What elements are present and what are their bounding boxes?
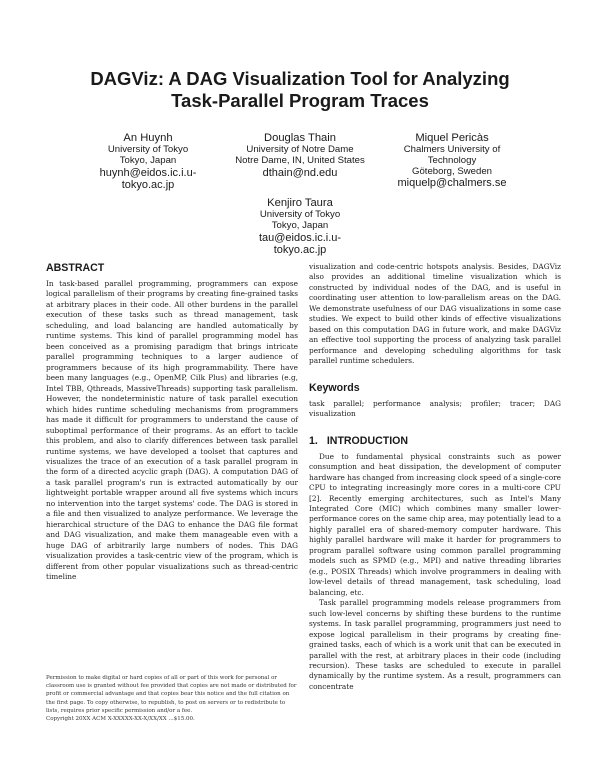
author-name: Miquel Pericàs — [415, 132, 489, 144]
introduction-heading — [309, 435, 561, 448]
right-column — [309, 262, 561, 692]
author-affiliation: Chalmers University of — [403, 144, 501, 155]
title-line-2: Task-Parallel Program Traces — [171, 90, 429, 111]
keywords-heading: Keywords — [309, 381, 360, 394]
intro-paragraph-2: Task parallel programming models release programmers from such low-level concerns by shifting these burdens to the runtime systems. In task parallel programming, programmers just need to expose logical parallelism in their programs by creating fine-grained tasks, each of which is a work unit that can be executed in parallel with the rest, at arbitrary places in their code (including recursion). These tasks are scheduled to execute in parallel dynamically by the runtime system. As a result, programmers can concentrate — [309, 598, 561, 691]
abstract-continuation: visualization and code-centric hotspots analysis. Besides, DAGViz also provides an additional timeline visualization which is constructed by individual nodes of the DAG, and is useful in coordinating user attention to low-parallelism areas on the DAG. We demonstrate usefulness of our DAG visualizations in some case studies. We expect to build other kinds of effective visualizations based on this computation DAG in future work, and make DAGViz an effective tool supporting the process of analyzing task parallel performance and developing scheduling algorithms for task parallel runtime schedulers. — [309, 262, 561, 366]
author-location: Notre Dame, IN, United States — [235, 154, 365, 166]
author-affiliation: University of Notre Dame — [246, 144, 354, 155]
author-email[interactable]: tau@eidos.ic.i.u- — [258, 231, 342, 244]
title-line-1: DAGViz: A DAG Visualization Tool for Analyzing — [90, 68, 510, 89]
author-email[interactable]: dthain@nd.edu — [262, 166, 338, 179]
author-email-cont[interactable]: tokyo.ac.jp — [273, 244, 327, 257]
author-block — [372, 131, 532, 190]
author-location: Tokyo, Japan — [271, 219, 329, 231]
author-location: Göteborg, Sweden — [411, 165, 492, 177]
section-number: 1. — [309, 434, 318, 447]
section-title: INTRODUCTION — [326, 434, 409, 447]
author-name: An Huynh — [123, 132, 173, 144]
author-email-cont[interactable]: tokyo.ac.jp — [121, 179, 175, 192]
author-block — [220, 131, 380, 179]
keywords-text: task parallel; performance analysis; profiler; tracer; DAG visualization — [309, 398, 561, 419]
paper-title — [60, 68, 540, 112]
copyright-line: Copyright 20XX ACM X-XXXXX-XX-X/XX/XX ...$15.00. — [46, 716, 195, 723]
abstract-text: In task-based parallel programming, programmers can expose logical parallelism of their programs by creating fine-grained tasks at arbitrary places in their code. All other burdens in the parallel execution of these tasks such as thread management, task scheduling, and load balancing are handled automatically by runtime systems. This kind of parallel programming model has been conceived as a promising paradigm that brings intricate parallel programming techniques to a larger audience of programmers because of its high programmability. There have been many languages (e.g., OpenMP, Cilk Plus) and libraries (e.g, Intel TBB, Qthreads, MassiveThreads) supporting task parallelism. However, the nondeterministic nature of task parallel execution which hides runtime scheduling mechanisms from programmers has made it difficult for programmers to understand the cause of suboptimal performance of their programs. As an effort to tackle this problem, and also to clarify differences between task parallel runtime systems, we have developed a toolset that captures and visualizes the trace of an execution of a task parallel program in the form of a directed acyclic graph (DAG). A computation DAG of a task parallel program's run is extracted automatically by our lightweight portable wrapper around all five systems which incurs no intervention into the target systems' code. The DAG is stored in a file and then visualized to analyze performance. We leverage the hierarchical structure of the DAG to enhance the DAG file format and DAG visualization, and make them manageable even with a huge DAG of arbitrarily large numbers of nodes. This DAG visualization provides a task-centric view of the program, which is different from other popular visualizations such as thread-centric timeline — [46, 279, 298, 582]
left-column — [46, 262, 298, 583]
author-location: Tokyo, Japan — [119, 154, 177, 166]
permission-text: Permission to make digital or hard copies of all or part of this work for personal or classroom use is granted without fee provided that copies are not made or distributed for profit or commercial advantage and that copies bear this notice and the full citation on the first page. To copy otherwise, to republish, to post on servers or to redistribute to lists, requires prior specific permission and/or a fee. — [46, 675, 297, 714]
author-name: Kenjiro Taura — [267, 197, 333, 209]
author-affiliation: University of Tokyo — [107, 144, 189, 155]
abstract-heading: ABSTRACT — [46, 262, 105, 274]
author-name: Douglas Thain — [264, 132, 336, 144]
author-block — [220, 196, 380, 257]
permission-notice — [46, 674, 298, 723]
author-block — [68, 131, 228, 192]
author-email[interactable]: huynh@eidos.ic.i.u- — [99, 166, 197, 179]
author-email[interactable]: miquelp@chalmers.se — [397, 177, 507, 190]
author-affiliation: University of Tokyo — [259, 209, 341, 220]
author-affiliation-cont: Technology — [427, 154, 477, 166]
intro-paragraph-1: Due to fundamental physical constraints such as power consumption and heat dissipation, the development of computer hardware has changed from increasing clock speed of a single-core CPU to integrating increasingly more cores in a multi-core CPU [2]. Recently emerging architectures, such as Intel's Many Integrated Core (MIC) which combines many smaller lower-performance cores on the same chip area, may potentially lead to a highly parallel era of shared-memory computer hardware. This highly parallel hardware will make it harder for programmers to program parallel software using common parallel programming models such as SPMD (e.g., MPI) and native threading libraries (e.g., POSIX Threads) which involve programmers in dealing with low-level details of thread management, task scheduling, load balancing, etc. — [309, 451, 561, 597]
